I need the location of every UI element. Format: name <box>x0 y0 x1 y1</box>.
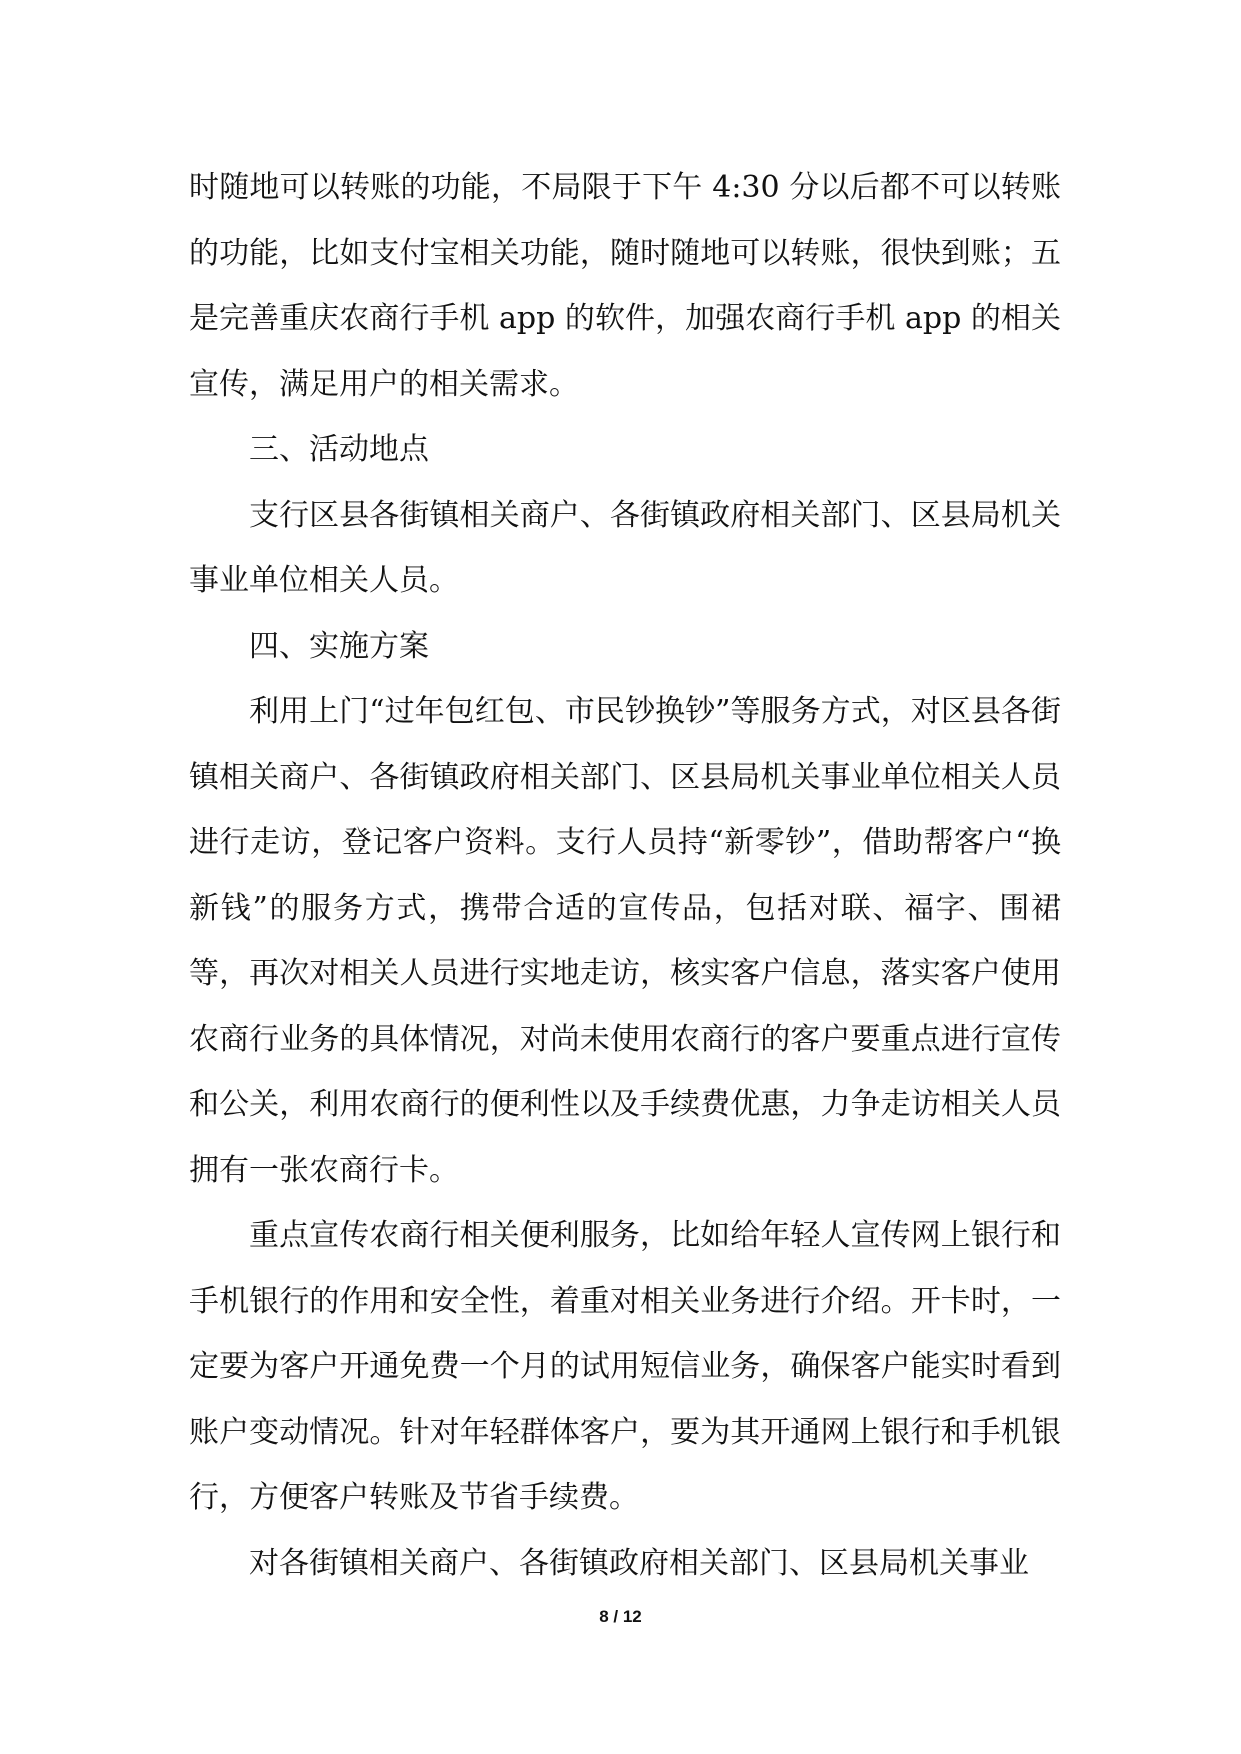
heading-implementation-plan: 四、实施方案 <box>249 628 429 664</box>
paragraph-truncated: 对各街镇相关商户、各街镇政府相关部门、区县局机关事业 <box>249 1545 1029 1581</box>
heading-activity-location: 三、活动地点 <box>249 432 429 467</box>
page-number: 8 / 12 <box>599 1607 642 1626</box>
paragraph-visit-plan: 利用上门“过年包红包、市民钞换钞”等服务方式，对区县各街镇相关商户、各街镇政府相关部门、区县局机关事业单位相关人员进行走访，登记客户资料。支行人员持“新零钞”，借助帮客户“换新钱”的服务方式，携带合适的宣传品，包括对联、福字、围裙等，再次对相关人员进行实地走访，核实客户信息，落实客户使用农商行业务的具体情况，对尚未使用农商行的客户要重点进行宣传和公关，利用农商行的便利性以及手续费优惠，力争走访相关人员拥有一张农商行卡。 <box>189 694 1061 1188</box>
paragraph-promotion: 重点宣传农商行相关便利服务，比如给年轻人宣传网上银行和手机银行的作用和安全性，着重对相关业务进行介绍。开卡时，一定要为客户开通免费一个月的试用短信业务，确保客户能实时看到账户变动情况。针对年轻群体客户，要为其开通网上银行和手机银行，方便客户转账及节省手续费。 <box>189 1218 1061 1515</box>
paragraph-location: 支行区县各街镇相关商户、各街镇政府相关部门、区县局机关事业单位相关人员。 <box>189 497 1061 598</box>
document-body <box>189 155 1061 1596</box>
paragraph-continuation: 时随地可以转账的功能，不局限于下午 4:30 分以后都不可以转账的功能，比如支付宝相关功能，随时随地可以转账，很快到账；五是完善重庆农商行手机 app 的软件，加强农商行手机 app 的相关宣传，满足用户的相关需求。 <box>189 170 1061 402</box>
